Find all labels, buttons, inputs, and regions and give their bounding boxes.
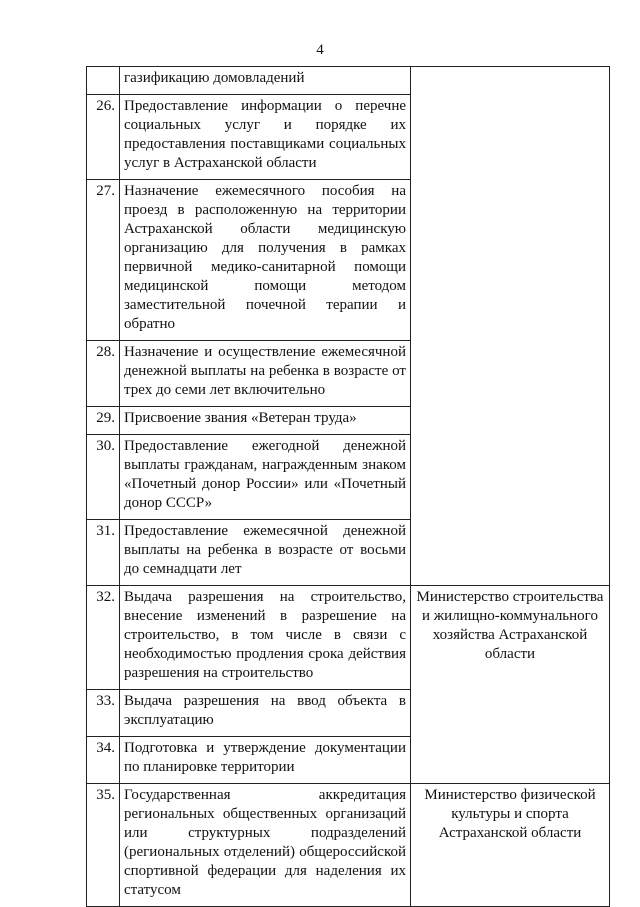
department-cell-empty bbox=[411, 435, 610, 520]
department-cell-empty bbox=[411, 407, 610, 435]
row-number: 26. bbox=[87, 95, 120, 180]
table-row bbox=[87, 784, 610, 907]
service-name: Выдача разрешения на строительство, внесение изменений в разрешение на строительство, в том числе в связи с необходимостью продления срока действия разрешения на строительство bbox=[120, 586, 411, 690]
table-row bbox=[87, 435, 610, 520]
row-number: 32. bbox=[87, 586, 120, 690]
table-row bbox=[87, 67, 610, 95]
service-name: Назначение и осуществление ежемесячной денежной выплаты на ребенка в возрасте от трех до семи лет включительно bbox=[120, 341, 411, 407]
department-name: Министерство физической культуры и спорта Астраханской области bbox=[411, 784, 610, 907]
row-number bbox=[87, 67, 120, 95]
service-name: Выдача разрешения на ввод объекта в эксплуатацию bbox=[120, 690, 411, 737]
department-cell-empty bbox=[411, 690, 610, 737]
table-row bbox=[87, 520, 610, 586]
department-cell-empty bbox=[411, 180, 610, 341]
row-number: 29. bbox=[87, 407, 120, 435]
service-name: Предоставление ежегодной денежной выплаты гражданам, награжденным знаком «Почетный донор России» или «Почетный донор СССР» bbox=[120, 435, 411, 520]
table-row bbox=[87, 586, 610, 690]
service-name: Присвоение звания «Ветеран труда» bbox=[120, 407, 411, 435]
department-name: Министерство строительства и жилищно-коммунального хозяйства Астраханской области bbox=[411, 586, 610, 690]
row-number: 33. bbox=[87, 690, 120, 737]
row-number: 35. bbox=[87, 784, 120, 907]
table-row bbox=[87, 180, 610, 341]
service-name: Предоставление ежемесячной денежной выплаты на ребенка в возрасте от восьми до семнадцати лет bbox=[120, 520, 411, 586]
services-table bbox=[86, 66, 610, 907]
row-number: 28. bbox=[87, 341, 120, 407]
service-name: Государственная аккредитация региональных общественных организаций или структурных подразделений (региональных отделений) общероссийской спортивной федерации для наделения их статусом bbox=[120, 784, 411, 907]
row-number: 30. bbox=[87, 435, 120, 520]
table-row bbox=[87, 737, 610, 784]
department-cell-empty bbox=[411, 95, 610, 180]
page-number: 4 bbox=[316, 42, 324, 58]
department-cell-empty bbox=[411, 737, 610, 784]
table-row bbox=[87, 690, 610, 737]
department-cell-empty bbox=[411, 520, 610, 586]
service-name: Предоставление информации о перечне социальных услуг и порядке их предоставления поставщиками социальных услуг в Астраханской области bbox=[120, 95, 411, 180]
row-number: 31. bbox=[87, 520, 120, 586]
department-cell-empty bbox=[411, 67, 610, 95]
department-cell-empty bbox=[411, 341, 610, 407]
table-row bbox=[87, 341, 610, 407]
service-name: Подготовка и утверждение документации по планировке территории bbox=[120, 737, 411, 784]
row-number: 27. bbox=[87, 180, 120, 341]
row-number: 34. bbox=[87, 737, 120, 784]
service-name: Назначение ежемесячного пособия на проезд в расположенную на территории Астраханской области медицинскую организацию для получения в рамках первичной медико-санитарной помощи медицинской помощи методом заместительной почечной терапии и обратно bbox=[120, 180, 411, 341]
table-row bbox=[87, 407, 610, 435]
table-row bbox=[87, 95, 610, 180]
service-name: газификацию домовладений bbox=[120, 67, 411, 95]
